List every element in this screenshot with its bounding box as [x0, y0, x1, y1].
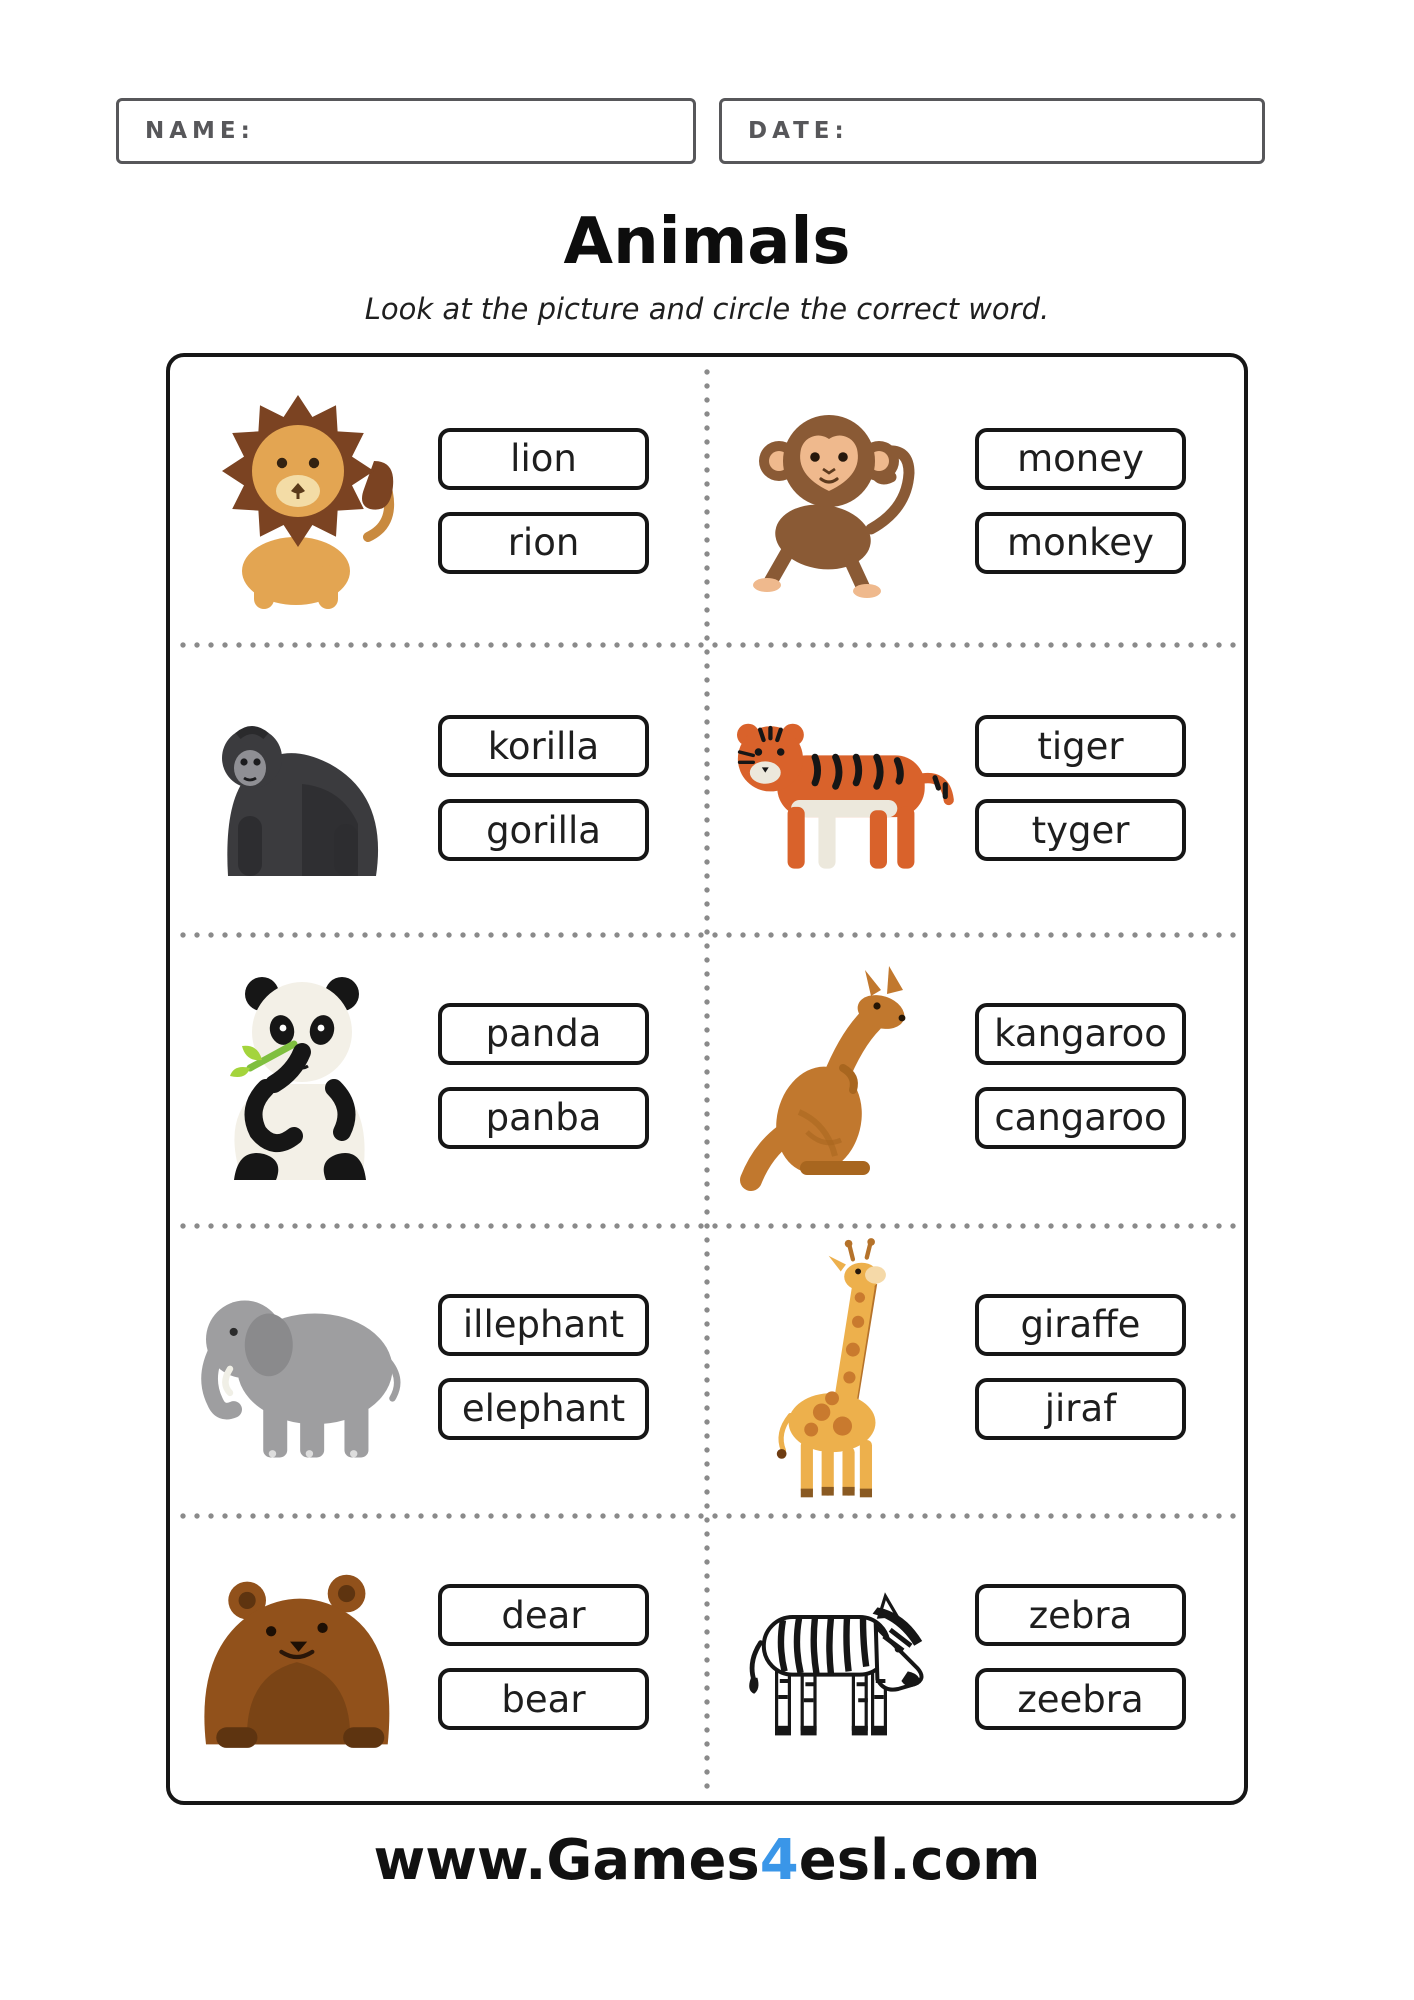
word-option[interactable]: lion	[438, 428, 649, 490]
word-option[interactable]: zebra	[975, 1584, 1186, 1646]
gorilla-image	[182, 663, 422, 913]
cell-elephant	[170, 1220, 707, 1514]
footer-accent-4: 4	[759, 1828, 799, 1893]
word-option[interactable]: jiraf	[975, 1378, 1186, 1440]
panda-image	[182, 951, 422, 1201]
kangaroo-image	[719, 951, 959, 1201]
footer-prefix: www.Games	[373, 1828, 760, 1893]
word-option[interactable]: bear	[438, 1668, 649, 1730]
row-divider	[176, 1513, 1238, 1519]
bear-image	[182, 1532, 422, 1782]
page-title: Animals	[563, 205, 851, 279]
word-option[interactable]: cangaroo	[975, 1087, 1186, 1149]
tiger-image	[719, 663, 959, 913]
word-option[interactable]: elephant	[438, 1378, 649, 1440]
word-option[interactable]: tyger	[975, 799, 1186, 861]
word-option[interactable]: panda	[438, 1003, 649, 1065]
date-field[interactable]	[719, 98, 1265, 164]
lion-image	[182, 376, 422, 626]
cell-panda	[170, 932, 707, 1220]
zebra-image	[719, 1532, 959, 1782]
word-option[interactable]: tiger	[975, 715, 1186, 777]
name-label: NAME:	[145, 118, 255, 144]
word-option[interactable]: kangaroo	[975, 1003, 1186, 1065]
row-divider	[176, 642, 1238, 648]
word-option[interactable]: rion	[438, 512, 649, 574]
word-option[interactable]: giraffe	[975, 1294, 1186, 1356]
cell-gorilla	[170, 645, 707, 933]
word-option[interactable]: monkey	[975, 512, 1186, 574]
word-option[interactable]: money	[975, 428, 1186, 490]
cell-monkey	[707, 357, 1244, 645]
word-option[interactable]: illephant	[438, 1294, 649, 1356]
date-label: DATE:	[748, 118, 849, 144]
word-option[interactable]: zeebra	[975, 1668, 1186, 1730]
word-option[interactable]: panba	[438, 1087, 649, 1149]
cell-tiger	[707, 645, 1244, 933]
website-footer	[0, 1828, 1414, 1893]
instructions-text: Look at the picture and circle the correct word.	[364, 292, 1050, 326]
footer-suffix: esl.com	[798, 1828, 1041, 1893]
cell-giraffe	[707, 1220, 1244, 1514]
cell-kangaroo	[707, 932, 1244, 1220]
worksheet-grid	[166, 353, 1248, 1805]
cell-zebra	[707, 1514, 1244, 1802]
header-fields	[116, 98, 1265, 164]
giraffe-image	[719, 1228, 959, 1506]
word-option[interactable]: gorilla	[438, 799, 649, 861]
word-option[interactable]: dear	[438, 1584, 649, 1646]
cell-lion	[170, 357, 707, 645]
name-field[interactable]	[116, 98, 696, 164]
row-divider	[176, 1223, 1238, 1229]
word-option[interactable]: korilla	[438, 715, 649, 777]
elephant-image	[182, 1242, 422, 1492]
row-divider	[176, 932, 1238, 938]
column-divider	[704, 365, 710, 1793]
monkey-image	[719, 376, 959, 626]
cell-bear	[170, 1514, 707, 1802]
